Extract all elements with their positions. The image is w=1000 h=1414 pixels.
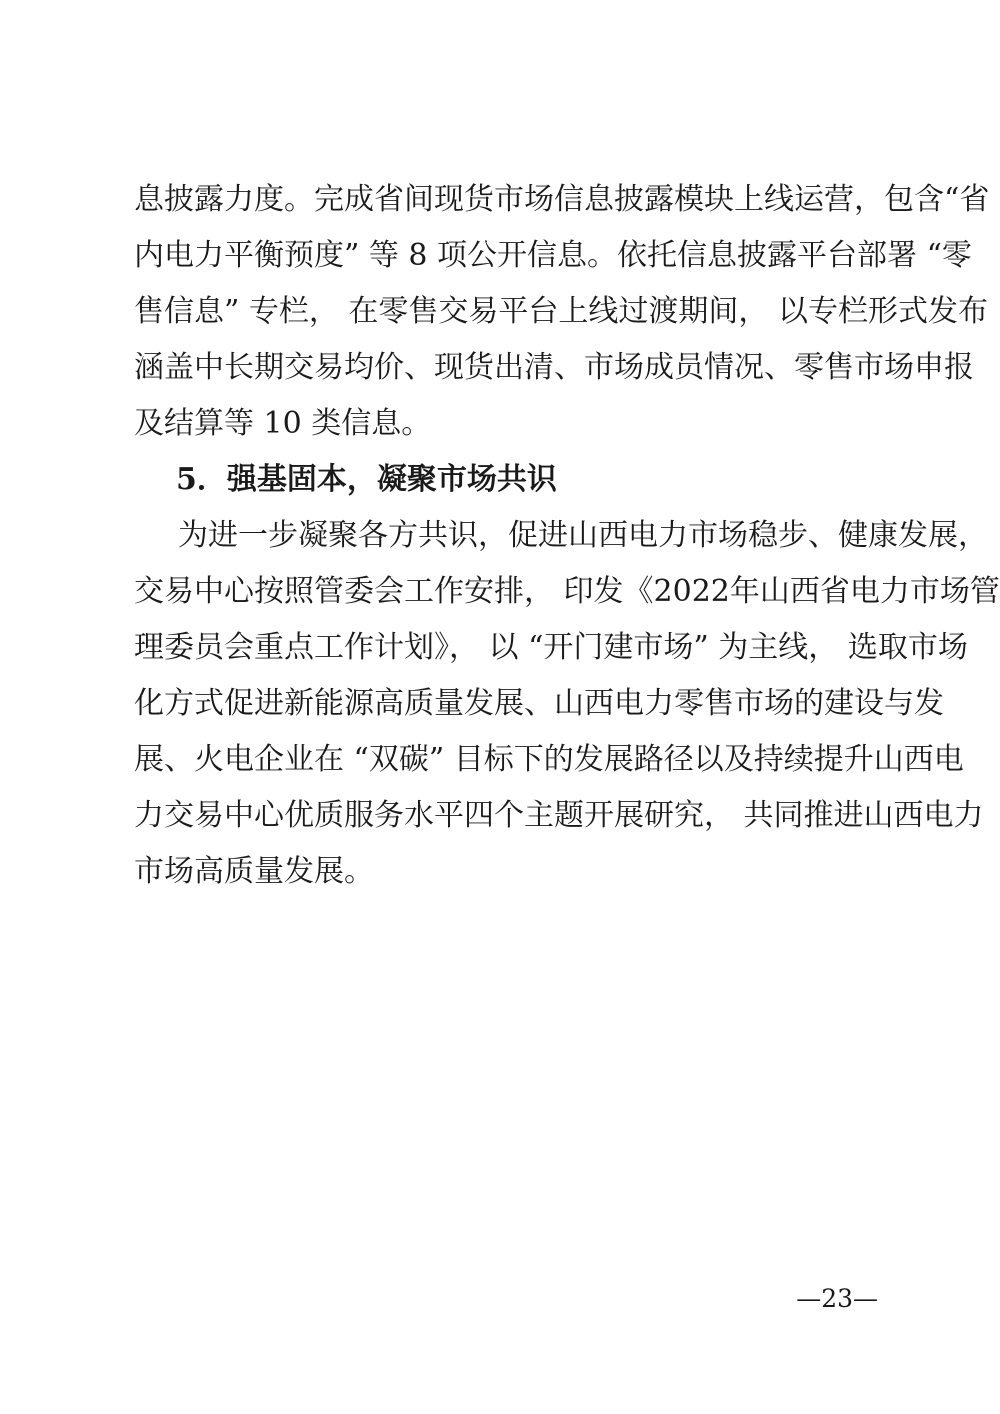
- paragraph-line: 售信息” 专栏， 在零售交易平台上线过渡期间， 以专栏形式发布: [134, 294, 988, 329]
- paragraph-line: 为进一步凝聚各方共识，促进山西电力市场稳步、健康发展，: [178, 518, 988, 553]
- paragraph-line: 力交易中心优质服务水平四个主题开展研究， 共同推进山西电力: [134, 798, 984, 833]
- paragraph-line: 展、火电企业在 “双碳” 目标下的发展路径以及持续提升山西电: [134, 742, 964, 777]
- paragraph-line: 市场高质量发展。: [134, 854, 374, 889]
- paragraph-line: 及结算等 10 类信息。: [134, 406, 432, 441]
- paragraph-line: 化方式促进新能源高质量发展、山西电力零售市场的建设与发: [134, 686, 944, 721]
- paragraph-line: 内电力平衡预度” 等 8 项公开信息。依托信息披露平台部署 “零: [134, 238, 972, 273]
- page-number: —23—: [796, 1284, 878, 1313]
- paragraph-line: 涵盖中长期交易均价、现货出清、市场成员情况、零售市场申报: [134, 350, 974, 385]
- paragraph-line: 交易中心按照管委会工作安排， 印发《2022年山西省电力市场管: [134, 574, 1000, 609]
- paragraph-line: 理委员会重点工作计划》， 以 “开门建市场” 为主线， 选取市场: [134, 630, 968, 665]
- paragraph-line: 息披露力度。完成省间现货市场信息披露模块上线运营，包含“省: [134, 182, 990, 217]
- document-body: [134, 172, 1000, 900]
- section-heading: 5．强基固本，凝聚市场共识: [176, 462, 557, 497]
